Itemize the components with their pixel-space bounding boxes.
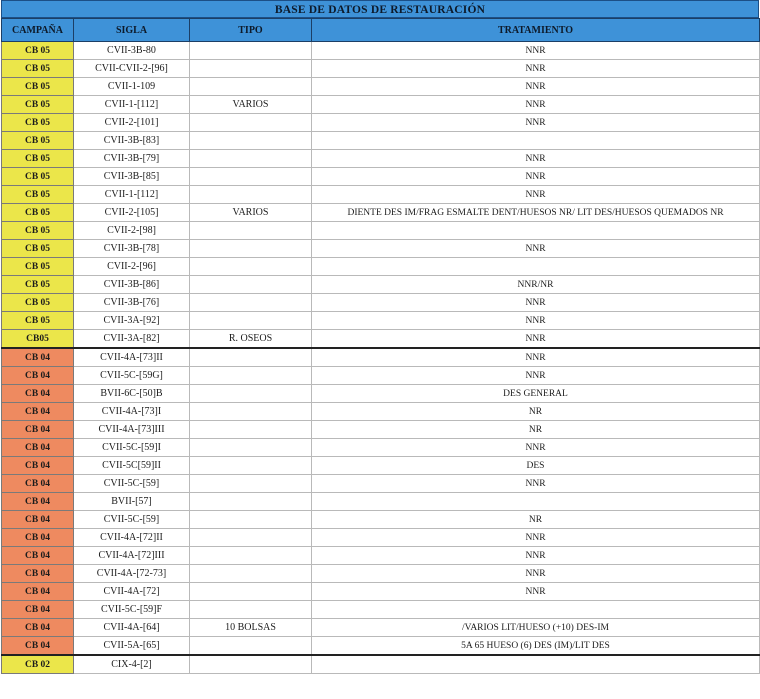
cell-tratamiento: NNR bbox=[312, 168, 760, 186]
cell-campana: CB 04 bbox=[2, 348, 74, 367]
cell-tratamiento: NNR bbox=[312, 96, 760, 114]
cell-campana: CB 04 bbox=[2, 547, 74, 565]
table-row bbox=[2, 312, 760, 330]
cell-sigla: BVII-6C-[50]B bbox=[74, 385, 190, 403]
cell-tipo bbox=[190, 583, 312, 601]
cell-tipo bbox=[190, 276, 312, 294]
cell-tipo bbox=[190, 565, 312, 583]
cell-tratamiento: NNR bbox=[312, 330, 760, 349]
cell-tratamiento bbox=[312, 655, 760, 674]
cell-campana: CB 05 bbox=[2, 276, 74, 294]
table-row bbox=[2, 348, 760, 367]
header-tratamiento: TRATAMIENTO bbox=[312, 19, 760, 42]
cell-campana: CB 05 bbox=[2, 294, 74, 312]
cell-tipo bbox=[190, 186, 312, 204]
cell-campana: CB 04 bbox=[2, 493, 74, 511]
table-row bbox=[2, 330, 760, 349]
cell-campana: CB 04 bbox=[2, 511, 74, 529]
table-row bbox=[2, 294, 760, 312]
table-row bbox=[2, 475, 760, 493]
restoration-database-sheet bbox=[1, 0, 759, 674]
cell-tipo bbox=[190, 655, 312, 674]
cell-tratamiento: NNR bbox=[312, 150, 760, 168]
cell-sigla: CVII-5C-[59] bbox=[74, 511, 190, 529]
cell-tipo: VARIOS bbox=[190, 96, 312, 114]
cell-sigla: CVII-4A-[64] bbox=[74, 619, 190, 637]
cell-tratamiento: /VARIOS LIT/HUESO (+10) DES-IM bbox=[312, 619, 760, 637]
cell-tratamiento bbox=[312, 258, 760, 276]
cell-tratamiento: NR bbox=[312, 421, 760, 439]
cell-tratamiento: NNR bbox=[312, 114, 760, 132]
cell-sigla: CVII-2-[101] bbox=[74, 114, 190, 132]
table-body bbox=[2, 42, 760, 674]
cell-tipo bbox=[190, 439, 312, 457]
cell-sigla: CVII-2-[98] bbox=[74, 222, 190, 240]
cell-sigla: BVII-[57] bbox=[74, 493, 190, 511]
cell-sigla: CVII-4A-[73]I bbox=[74, 403, 190, 421]
table-row bbox=[2, 457, 760, 475]
cell-tipo bbox=[190, 385, 312, 403]
cell-tratamiento: NNR/NR bbox=[312, 276, 760, 294]
table-row bbox=[2, 258, 760, 276]
cell-tipo bbox=[190, 637, 312, 656]
cell-tratamiento: NNR bbox=[312, 439, 760, 457]
cell-tipo bbox=[190, 60, 312, 78]
header-sigla: SIGLA bbox=[74, 19, 190, 42]
cell-sigla: CVII-3A-[82] bbox=[74, 330, 190, 349]
cell-campana: CB 02 bbox=[2, 655, 74, 674]
cell-tratamiento bbox=[312, 493, 760, 511]
cell-tipo bbox=[190, 294, 312, 312]
cell-tratamiento: DES bbox=[312, 457, 760, 475]
cell-tratamiento: NNR bbox=[312, 78, 760, 96]
cell-tratamiento bbox=[312, 601, 760, 619]
cell-tratamiento: NR bbox=[312, 511, 760, 529]
cell-tipo bbox=[190, 529, 312, 547]
cell-campana: CB 04 bbox=[2, 565, 74, 583]
cell-sigla: CVII-4A-[72] bbox=[74, 583, 190, 601]
cell-tratamiento: NNR bbox=[312, 294, 760, 312]
cell-campana: CB 04 bbox=[2, 457, 74, 475]
cell-campana: CB 05 bbox=[2, 258, 74, 276]
cell-tratamiento: NNR bbox=[312, 240, 760, 258]
cell-tratamiento: NNR bbox=[312, 312, 760, 330]
table-row bbox=[2, 619, 760, 637]
cell-tipo bbox=[190, 150, 312, 168]
cell-tratamiento: NNR bbox=[312, 348, 760, 367]
table-row bbox=[2, 547, 760, 565]
cell-tratamiento: NNR bbox=[312, 547, 760, 565]
cell-tratamiento: NNR bbox=[312, 565, 760, 583]
table-row bbox=[2, 204, 760, 222]
cell-campana: CB 05 bbox=[2, 240, 74, 258]
cell-campana: CB05 bbox=[2, 330, 74, 349]
table-row bbox=[2, 493, 760, 511]
cell-tipo bbox=[190, 403, 312, 421]
cell-campana: CB 04 bbox=[2, 529, 74, 547]
table-row bbox=[2, 96, 760, 114]
cell-tratamiento: NNR bbox=[312, 186, 760, 204]
cell-tipo bbox=[190, 240, 312, 258]
cell-sigla: CVII-CVII-2-[96] bbox=[74, 60, 190, 78]
cell-sigla: CVII-3B-[83] bbox=[74, 132, 190, 150]
header-campana: CAMPAÑA bbox=[2, 19, 74, 42]
cell-sigla: CVII-5C-[59G] bbox=[74, 367, 190, 385]
cell-tratamiento: NNR bbox=[312, 367, 760, 385]
cell-tratamiento: NR bbox=[312, 403, 760, 421]
header-tipo: TIPO bbox=[190, 19, 312, 42]
table-row bbox=[2, 655, 760, 674]
cell-campana: CB 05 bbox=[2, 204, 74, 222]
cell-sigla: CVII-3B-[79] bbox=[74, 150, 190, 168]
cell-sigla: CVII-1-[112] bbox=[74, 186, 190, 204]
table-row bbox=[2, 403, 760, 421]
cell-sigla: CVII-5C[59]II bbox=[74, 457, 190, 475]
cell-campana: CB 04 bbox=[2, 439, 74, 457]
cell-tipo bbox=[190, 348, 312, 367]
cell-sigla: CVII-5C-[59] bbox=[74, 475, 190, 493]
cell-tipo bbox=[190, 42, 312, 60]
cell-sigla: CVII-4A-[73]II bbox=[74, 348, 190, 367]
cell-campana: CB 04 bbox=[2, 403, 74, 421]
cell-campana: CB 04 bbox=[2, 637, 74, 656]
table-row bbox=[2, 439, 760, 457]
cell-sigla: CVII-5A-[65] bbox=[74, 637, 190, 656]
cell-sigla: CVII-2-[96] bbox=[74, 258, 190, 276]
cell-campana: CB 05 bbox=[2, 222, 74, 240]
cell-tipo bbox=[190, 511, 312, 529]
cell-sigla: CVII-3B-80 bbox=[74, 42, 190, 60]
cell-campana: CB 05 bbox=[2, 78, 74, 96]
cell-sigla: CVII-1-[112] bbox=[74, 96, 190, 114]
cell-campana: CB 05 bbox=[2, 132, 74, 150]
table-row bbox=[2, 565, 760, 583]
restoration-table bbox=[1, 18, 760, 674]
cell-tratamiento: NNR bbox=[312, 42, 760, 60]
cell-tratamiento: DIENTE DES IM/FRAG ESMALTE DENT/HUESOS NR/ LIT DES/HUESOS QUEMADOS NR bbox=[312, 204, 760, 222]
cell-sigla: CVII-5C-[59]F bbox=[74, 601, 190, 619]
cell-campana: CB 04 bbox=[2, 475, 74, 493]
cell-tipo bbox=[190, 475, 312, 493]
cell-tipo bbox=[190, 493, 312, 511]
cell-sigla: CVII-3B-[86] bbox=[74, 276, 190, 294]
table-row bbox=[2, 421, 760, 439]
cell-campana: CB 04 bbox=[2, 601, 74, 619]
cell-campana: CB 04 bbox=[2, 421, 74, 439]
header-row bbox=[2, 19, 760, 42]
cell-tipo bbox=[190, 258, 312, 276]
cell-sigla: CVII-4A-[72]III bbox=[74, 547, 190, 565]
cell-sigla: CVII-3B-[85] bbox=[74, 168, 190, 186]
cell-sigla: CVII-4A-[72-73] bbox=[74, 565, 190, 583]
table-row bbox=[2, 583, 760, 601]
table-row bbox=[2, 529, 760, 547]
table-row bbox=[2, 114, 760, 132]
cell-tratamiento bbox=[312, 222, 760, 240]
cell-tratamiento: NNR bbox=[312, 475, 760, 493]
cell-sigla: CVII-2-[105] bbox=[74, 204, 190, 222]
cell-tratamiento: 5A 65 HUESO (6) DES (IM)/LIT DES bbox=[312, 637, 760, 656]
cell-sigla: CVII-3B-[76] bbox=[74, 294, 190, 312]
table-row bbox=[2, 186, 760, 204]
table-row bbox=[2, 240, 760, 258]
cell-sigla: CVII-5C-[59]I bbox=[74, 439, 190, 457]
table-row bbox=[2, 276, 760, 294]
table-row bbox=[2, 385, 760, 403]
cell-campana: CB 04 bbox=[2, 619, 74, 637]
cell-campana: CB 04 bbox=[2, 583, 74, 601]
cell-sigla: CVII-3A-[92] bbox=[74, 312, 190, 330]
table-row bbox=[2, 42, 760, 60]
cell-sigla: CVII-4A-[73]III bbox=[74, 421, 190, 439]
cell-campana: CB 05 bbox=[2, 60, 74, 78]
cell-tipo bbox=[190, 421, 312, 439]
table-title: BASE DE DATOS DE RESTAURACIÓN bbox=[1, 0, 759, 18]
cell-tipo bbox=[190, 601, 312, 619]
cell-sigla: CVII-3B-[78] bbox=[74, 240, 190, 258]
cell-tipo bbox=[190, 457, 312, 475]
cell-tratamiento: NNR bbox=[312, 583, 760, 601]
cell-sigla: CVII-1-109 bbox=[74, 78, 190, 96]
table-row bbox=[2, 132, 760, 150]
cell-tipo bbox=[190, 168, 312, 186]
table-row bbox=[2, 222, 760, 240]
table-row bbox=[2, 511, 760, 529]
cell-tipo bbox=[190, 547, 312, 565]
cell-campana: CB 05 bbox=[2, 312, 74, 330]
cell-tipo bbox=[190, 78, 312, 96]
table-row bbox=[2, 168, 760, 186]
table-header bbox=[2, 19, 760, 42]
cell-campana: CB 05 bbox=[2, 168, 74, 186]
cell-campana: CB 05 bbox=[2, 150, 74, 168]
cell-tipo bbox=[190, 367, 312, 385]
cell-tipo: R. OSEOS bbox=[190, 330, 312, 349]
cell-tratamiento: NNR bbox=[312, 60, 760, 78]
cell-campana: CB 05 bbox=[2, 96, 74, 114]
table-row bbox=[2, 367, 760, 385]
cell-tipo bbox=[190, 114, 312, 132]
cell-campana: CB 05 bbox=[2, 42, 74, 60]
cell-campana: CB 04 bbox=[2, 367, 74, 385]
table-row bbox=[2, 637, 760, 656]
cell-tratamiento: DES GENERAL bbox=[312, 385, 760, 403]
table-row bbox=[2, 78, 760, 96]
cell-sigla: CVII-4A-[72]II bbox=[74, 529, 190, 547]
cell-tipo bbox=[190, 222, 312, 240]
cell-tratamiento bbox=[312, 132, 760, 150]
table-row bbox=[2, 150, 760, 168]
cell-tipo bbox=[190, 132, 312, 150]
cell-campana: CB 05 bbox=[2, 114, 74, 132]
cell-campana: CB 05 bbox=[2, 186, 74, 204]
cell-tipo: 10 BOLSAS bbox=[190, 619, 312, 637]
cell-tipo bbox=[190, 312, 312, 330]
table-row bbox=[2, 60, 760, 78]
cell-tratamiento: NNR bbox=[312, 529, 760, 547]
table-row bbox=[2, 601, 760, 619]
cell-tipo: VARIOS bbox=[190, 204, 312, 222]
cell-sigla: CIX-4-[2] bbox=[74, 655, 190, 674]
cell-campana: CB 04 bbox=[2, 385, 74, 403]
